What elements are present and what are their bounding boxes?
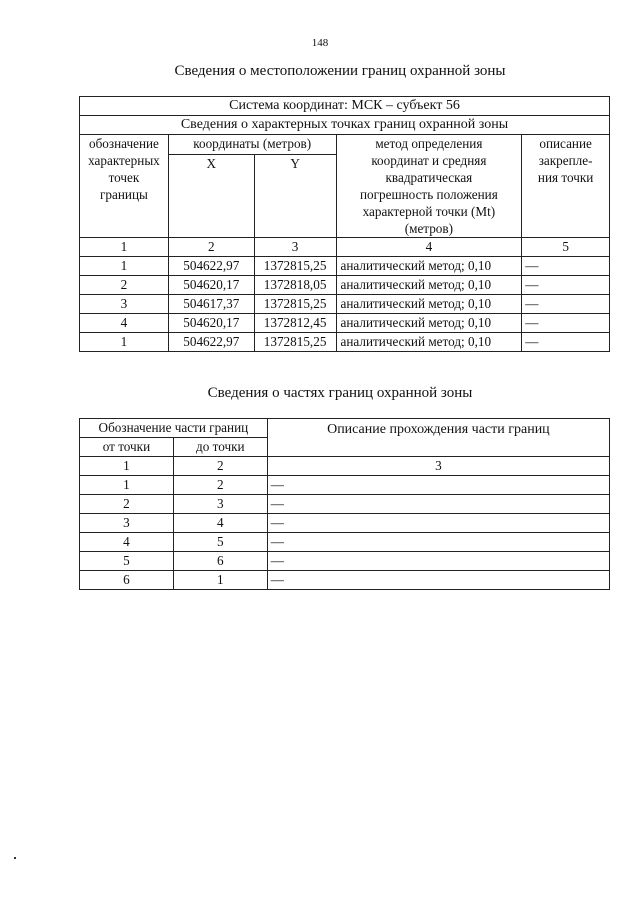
part-description: — <box>267 552 609 571</box>
from-point: 6 <box>80 571 174 590</box>
column-number: 3 <box>267 457 609 476</box>
y-value: 1372818,05 <box>254 276 336 295</box>
from-point: 2 <box>80 495 174 514</box>
description-line: ния точки <box>537 170 594 185</box>
table-row <box>80 257 610 276</box>
method-line: квадратическая <box>385 170 473 185</box>
method-value: аналитический метод; 0,10 <box>336 295 522 314</box>
part-description: — <box>267 533 609 552</box>
method-value: аналитический метод; 0,10 <box>336 276 522 295</box>
method-line: характерной точки (Mt) <box>362 204 496 219</box>
table-row <box>80 314 610 333</box>
column-number-row <box>80 238 610 257</box>
table-row <box>80 514 610 533</box>
method-value: аналитический метод; 0,10 <box>336 257 522 276</box>
point-designation-line: характерных <box>88 153 160 168</box>
to-point: 5 <box>173 533 267 552</box>
to-point: 6 <box>173 552 267 571</box>
point-number: 2 <box>80 276 169 295</box>
points-title-cell: Сведения о характерных точках границ охранной зоны <box>80 116 610 135</box>
header-row-1 <box>80 135 610 155</box>
method-value: аналитический метод; 0,10 <box>336 314 522 333</box>
x-value: 504622,97 <box>168 257 254 276</box>
description-line: закрепле- <box>538 153 593 168</box>
method-header <box>336 135 522 238</box>
column-number: 5 <box>522 238 610 257</box>
mark-value: — <box>522 276 610 295</box>
description-header <box>522 135 610 238</box>
column-number: 4 <box>336 238 522 257</box>
method-value: аналитический метод; 0,10 <box>336 333 522 352</box>
to-point: 3 <box>173 495 267 514</box>
column-number: 1 <box>80 457 174 476</box>
table-row <box>80 333 610 352</box>
heading-parts: Сведения о частях границ охранной зоны <box>207 385 473 401</box>
point-designation-line: обозначение <box>88 136 159 151</box>
column-number: 3 <box>254 238 336 257</box>
y-value: 1372815,25 <box>254 257 336 276</box>
from-point: 5 <box>80 552 174 571</box>
method-line: координат и средняя <box>371 153 487 168</box>
points-title-row <box>80 116 610 135</box>
point-designation-header <box>80 135 169 238</box>
point-number: 4 <box>80 314 169 333</box>
y-value: 1372815,25 <box>254 295 336 314</box>
scan-speck <box>14 857 16 859</box>
mark-value: — <box>522 314 610 333</box>
page-number: 148 <box>311 37 329 49</box>
to-point: 4 <box>173 514 267 533</box>
part-designation-header: Обозначение части границ <box>80 419 268 438</box>
x-value: 504617,37 <box>168 295 254 314</box>
point-number: 3 <box>80 295 169 314</box>
from-point: 3 <box>80 514 174 533</box>
point-designation-line: границы <box>100 187 148 202</box>
x-value: 504622,97 <box>168 333 254 352</box>
part-description: — <box>267 571 609 590</box>
table-row <box>80 495 610 514</box>
column-number: 2 <box>173 457 267 476</box>
mark-value: — <box>522 257 610 276</box>
to-point-header: до точки <box>173 438 267 457</box>
part-description-header: Описание прохождения части границ <box>267 419 609 457</box>
parts-column-number-row <box>80 457 610 476</box>
coordinate-system-cell: Система координат: МСК – субъект 56 <box>80 97 610 116</box>
mark-value: — <box>522 333 610 352</box>
from-point: 4 <box>80 533 174 552</box>
coordinates-table <box>79 96 610 352</box>
part-description: — <box>267 514 609 533</box>
to-point: 2 <box>173 476 267 495</box>
table-row <box>80 276 610 295</box>
point-designation-line: точек <box>108 170 140 185</box>
method-line: метод определения <box>375 136 483 151</box>
system-row <box>80 97 610 116</box>
part-description: — <box>267 495 609 514</box>
mark-value: — <box>522 295 610 314</box>
boundary-parts-table <box>79 418 610 590</box>
point-number: 1 <box>80 333 169 352</box>
method-line: (метров) <box>404 221 454 236</box>
y-header: Y <box>254 155 336 238</box>
part-description: — <box>267 476 609 495</box>
coordinates-header: координаты (метров) <box>168 135 336 155</box>
y-value: 1372812,45 <box>254 314 336 333</box>
table-row <box>80 476 610 495</box>
column-number: 2 <box>168 238 254 257</box>
table-row <box>80 533 610 552</box>
description-line: описание <box>539 136 592 151</box>
table-row <box>80 295 610 314</box>
point-number: 1 <box>80 257 169 276</box>
column-number: 1 <box>80 238 169 257</box>
parts-header-row-1 <box>80 419 610 438</box>
x-header: X <box>168 155 254 238</box>
heading-location: Сведения о местоположении границ охранной зоны <box>174 63 506 79</box>
to-point: 1 <box>173 571 267 590</box>
method-line: погрешность положения <box>359 187 498 202</box>
from-point: 1 <box>80 476 174 495</box>
from-point-header: от точки <box>80 438 174 457</box>
y-value: 1372815,25 <box>254 333 336 352</box>
x-value: 504620,17 <box>168 314 254 333</box>
table-row <box>80 552 610 571</box>
x-value: 504620,17 <box>168 276 254 295</box>
table-row <box>80 571 610 590</box>
